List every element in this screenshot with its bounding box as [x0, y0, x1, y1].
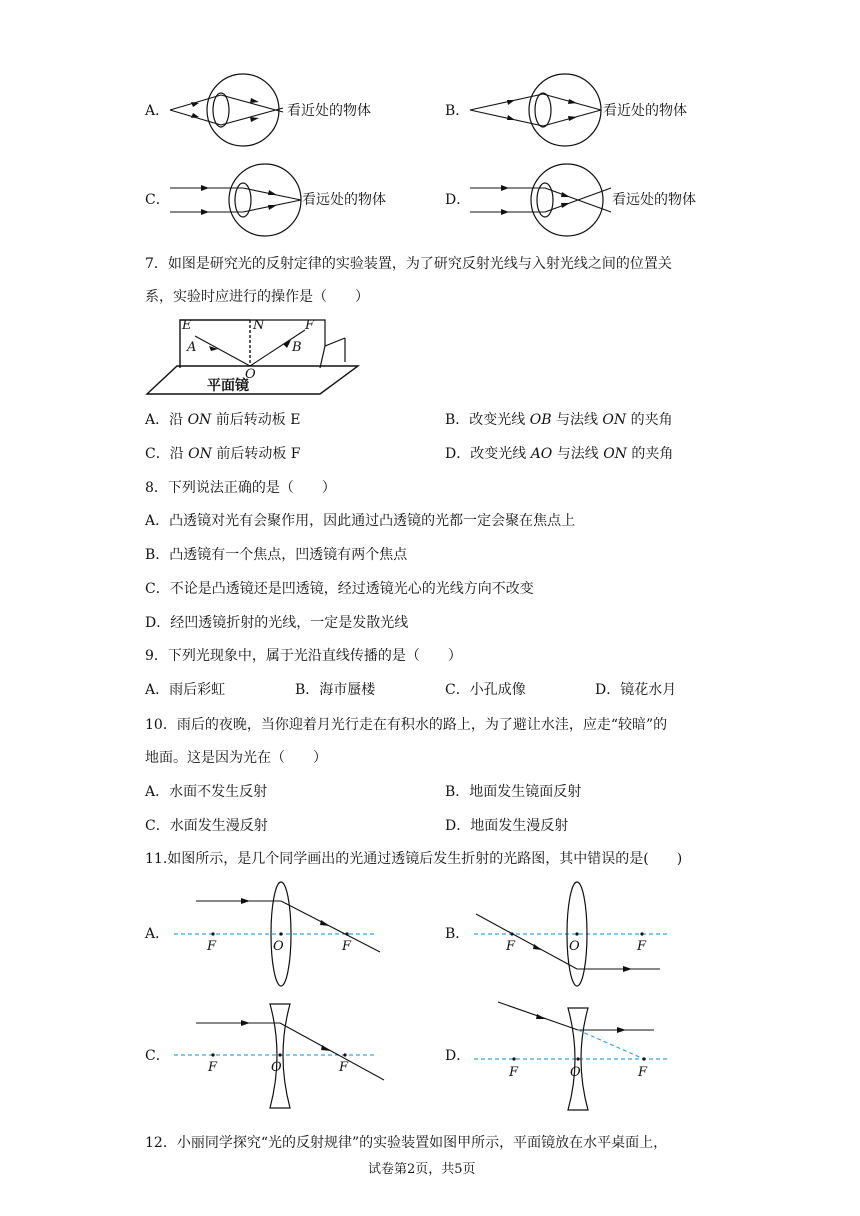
q11-option-d-letter: D．	[445, 1048, 471, 1064]
q11-lens-diagram-c	[170, 1000, 390, 1112]
svg-text:F: F	[207, 939, 217, 954]
q6-option-d-letter: D．	[445, 192, 471, 208]
q7-option-a: A．沿 ON 前后转动板 E	[145, 412, 301, 428]
svg-text:F: F	[208, 1060, 218, 1075]
fig-label-mirror: 平面镜	[207, 378, 249, 394]
q8-option-d: D．经凹透镜折射的光线，一定是发散光线	[145, 615, 409, 631]
q6-option-d-caption: 看远处的物体	[612, 192, 696, 208]
q10-option-d: D．地面发生漫反射	[445, 818, 569, 834]
q10-option-c: C．水面发生漫反射	[145, 818, 268, 834]
q9-option-b: B．海市蜃楼	[295, 682, 376, 698]
q7-option-d: D．改变光线 AO 与法线 ON 的夹角	[445, 446, 674, 462]
q6-eye-diagram-b	[465, 70, 605, 155]
q9-option-d: D．镜花水月	[595, 682, 677, 698]
svg-text:O: O	[570, 1065, 581, 1080]
q11-lens-diagram-d	[470, 1000, 685, 1112]
svg-text:O: O	[569, 939, 580, 954]
q7-stem-line1: 7．如图是研究光的反射定律的实验装置，为了研究反射光线与入射光线之间的位置关	[145, 256, 672, 272]
svg-text:O: O	[271, 1060, 282, 1075]
fig-label-o: O	[245, 367, 256, 382]
q11-option-c-letter: C．	[145, 1048, 170, 1064]
svg-text:O: O	[273, 939, 284, 954]
q6-eye-diagram-a	[165, 70, 295, 155]
q6-eye-diagram-c	[165, 160, 305, 240]
svg-text:F: F	[506, 939, 516, 954]
page-footer: 试卷第2页，共5页	[368, 1162, 476, 1177]
q11-option-a-letter: A．	[145, 926, 170, 942]
q8-option-b: B．凸透镜有一个焦点，凹透镜有两个焦点	[145, 547, 408, 563]
fig-label-n: N	[253, 318, 265, 333]
q9-option-c: C．小孔成像	[445, 682, 526, 698]
q6-option-a-letter: A．	[145, 103, 170, 119]
q6-option-c-letter: C．	[145, 192, 170, 208]
fig-label-a: A	[187, 340, 197, 355]
fig-label-e: E	[182, 318, 192, 333]
q7-option-b: B．改变光线 OB 与法线 ON 的夹角	[445, 412, 673, 428]
q6-eye-diagram-d	[465, 160, 615, 240]
q8-option-a: A．凸透镜对光有会聚作用，因此通过凸透镜的光都一定会聚在焦点上	[145, 513, 576, 529]
q12-stem-line1: 12．小丽同学探究“光的反射规律”的实验装置如图甲所示，平面镜放在水平桌面上，	[145, 1135, 668, 1151]
svg-text:F: F	[342, 939, 352, 954]
svg-text:F: F	[339, 1060, 349, 1075]
q11-stem: 11.如图所示，是几个同学画出的光通过透镜后发生折射的光路图，其中错误的是( )	[145, 851, 683, 867]
q10-stem-line2: 地面。这是因为光在（ ）	[145, 750, 327, 766]
q7-stem-line2: 系，实验时应进行的操作是（ ）	[145, 289, 369, 305]
fig-label-f: F	[305, 318, 315, 333]
q6-option-a-caption: 看近处的物体	[287, 103, 371, 119]
svg-text:F: F	[509, 1065, 519, 1080]
q10-option-a: A．水面不发生反射	[145, 784, 268, 800]
q7-reflection-apparatus-figure	[145, 316, 360, 401]
q6-option-b-caption: 看近处的物体	[603, 103, 687, 119]
q6-option-c-caption: 看远处的物体	[302, 192, 386, 208]
q10-stem-line1: 10．雨后的夜晚，当你迎着月光行走在有积水的路上，为了避让水洼，应走“较暗”的	[145, 717, 668, 733]
fig-label-b: B	[292, 340, 302, 355]
q10-option-b: B．地面发生镜面反射	[445, 784, 582, 800]
svg-text:F: F	[638, 1065, 648, 1080]
q9-stem: 9．下列光现象中，属于光沿直线传播的是（ ）	[145, 648, 462, 664]
q6-option-b-letter: B．	[445, 103, 470, 119]
q9-option-a: A．雨后彩虹	[145, 682, 226, 698]
q8-stem: 8．下列说法正确的是（ ）	[145, 480, 336, 496]
svg-text:F: F	[637, 939, 647, 954]
q11-option-b-letter: B．	[445, 926, 470, 942]
q11-lens-diagram-b	[470, 880, 685, 990]
q11-lens-diagram-a	[170, 880, 385, 990]
q7-option-c: C．沿 ON 前后转动板 F	[145, 446, 301, 462]
q8-option-c: C．不论是凸透镜还是凹透镜，经过透镜光心的光线方向不改变	[145, 581, 534, 597]
